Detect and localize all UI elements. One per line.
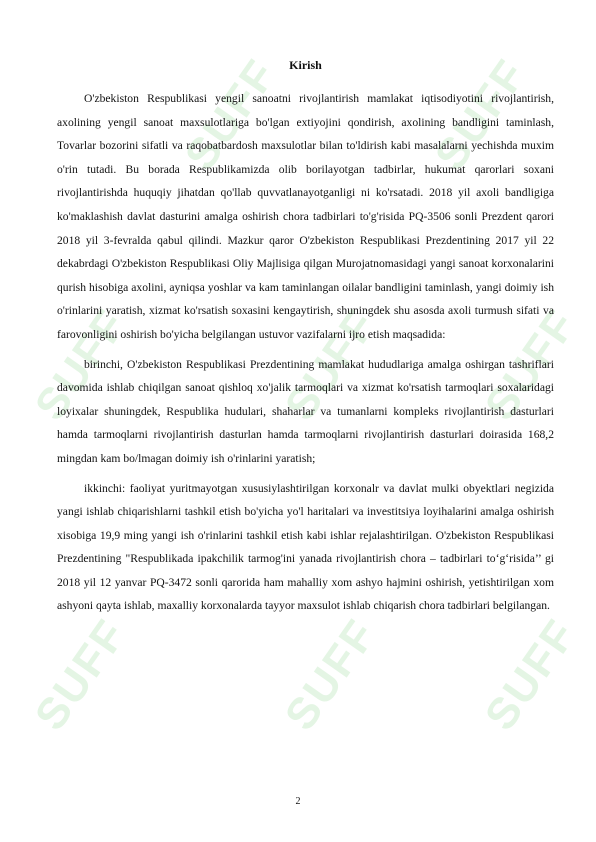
paragraph: ikkinchi: faoliyat yuritmayotgan xususiylashtirilgan korxonalr va davlat mulki obyektlari negizida yangi ishlab chiqarishlarni tashkil etish bo'yicha yo'l haritalari va investitsiya loyihalarini amalga oshirish xisobiga 19,9 ming yangi ish o'rinlarini tashkil etish kabi ishlar rejalashtirilgan. O'zbekiston Respublikasi Prezdentining "Respublikada ipakchilik tarmog'ini yanada rivojlantirish chora – tadbirlari to‘g‘risida’’ gi 2018 yil 12 yanvar PQ-3472 sonli qarorida ham mahalliy xom ashyo hajmini oshirish, yetishtirilgan xom ashyoni qayta ishlab, maxalliy korxonalarda tayyor maxsulot ishlab chiqarish chora tadbirlari belgilangan.	[57, 481, 554, 613]
watermark: SUFF	[275, 610, 387, 740]
watermark: SUFF	[475, 300, 587, 430]
paragraph: O'zbekiston Respublikasi yengil sanoatni rivojlantirish mamlakat iqtisodiyotini rivojlantirish, axolining yengil sanoat maxsulotlariga bo'lgan extiyojini qondirish, axolining bandligini taminlash, Tovarlar bozorini sifatli va raqobatbardosh maxsulotlar bilan to'ldirish kabi masalalarni yechishda muxim o'rin tutadi. Bu borada Respublikamizda olib borilayotgan tadbirlar, hukumat qarorlari soxani rivojlantirishda huquqiy jihatdan qo'llab quvvatlanayotganligi ni ko'rsatadi. 2018 yil axoli bandligiga ko'maklashish davlat dasturini amalga oshirish chora tadbirlari to'g'risida PQ-3506 sonli Prezdent qarori 2018 yil 3-fevralda qabul qilindi. Mazkur qaror O'zbekiston Respublikasi Prezdentining 2017 yil 22 dekabrdagi O'zbekiston Respublikasi Oliy Majlisiga qilgan Murojatnomasidagi yangi sanoat korxonalarini qurish hisobiga axolini, ayniqsa yoshlar va kam taminlangan oilalar bandligini taminlash, yangi doimiy ish o'rinlarini yaratish, xizmat ko'rsatish soxasini kengaytirish, shuningdek shu asosda axoli turmush sifati va farovonligini oshirish bo'yicha belgilangan ustuvor vazifalarni ijro etish maqsadida:	[57, 92, 554, 341]
watermark: SUFF	[425, 50, 537, 180]
paragraph: birinchi, O'zbekiston Respublikasi Prezdentining mamlakat hududlariga amalga oshirgan tashriflari davomida ishlab chiqilgan sanoat qishloq xo'jalik tarmoqlari va xizmat ko'rsatish tarmoqlari soxalaridagi loyixalar shuningdek, Respublika hudulari, shaharlar va tumanlarni kompleks rivojlantirish dasturlari hamda tarmoqlarni rivojlantirish dasturlan hamda tarmoqlarni rivojlantirish dasturlari doirasida 168,2 mingdan kam bo/lmagan doimiy ish o'rinlarini yaratish;	[57, 357, 554, 465]
watermark: SUFF	[25, 300, 137, 430]
watermark: SUFF	[175, 50, 287, 180]
watermark: SUFF	[275, 300, 387, 430]
document-body	[57, 58, 554, 624]
page-number: 2	[295, 796, 301, 807]
watermark: SUFF	[25, 610, 137, 740]
watermark: SUFF	[475, 610, 587, 740]
section-title: Kirish	[289, 58, 322, 72]
